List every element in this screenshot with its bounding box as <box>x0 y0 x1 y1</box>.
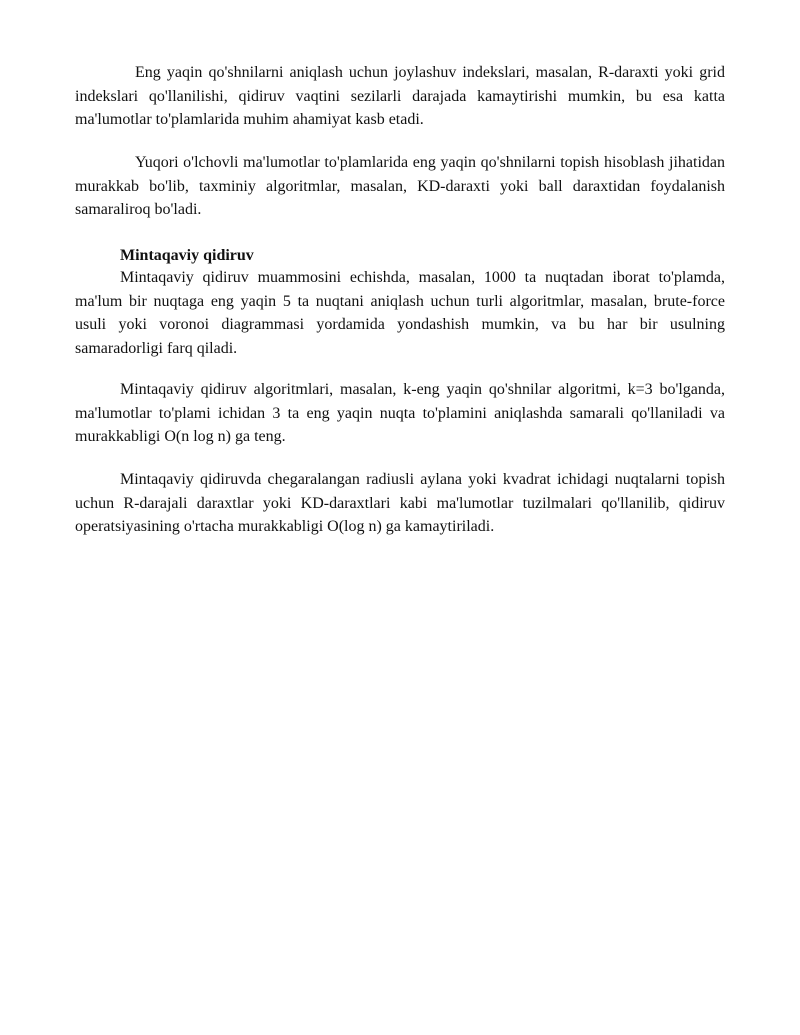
section-heading: Mintaqaviy qidiruv <box>120 247 254 264</box>
paragraph-spatial-index: Eng yaqin qo'shnilarni aniqlash uchun joylashuv indekslari, masalan, R-daraxti yoki grid indekslari qo'llanilishi, qidiruv vaqtini sezilarli darajada kamaytirishi mumkin, bu esa katta ma'lumotlar to'plamlarida muhim ahamiyat kasb etadi. <box>75 64 725 128</box>
paragraph-knn-algorithm: Mintaqaviy qidiruv algoritmlari, masalan, k-eng yaqin qo'shnilar algoritmi, k=3 bo'lganda, ma'lumotlar to'plami ichidan 3 ta eng yaqin nuqta to'plamini aniqlashda samarali qo'llaniladi va murakkabligi O(n log n) ga teng. <box>75 381 725 445</box>
paragraph-high-dimensional: Yuqori o'lchovli ma'lumotlar to'plamlarida eng yaqin qo'shnilarni topish hisoblash jihatidan murakkab bo'lib, taxminiy algoritmlar, masalan, KD-daraxti yoki ball daraxtidan foydalanish samaraliroq bo'ladi. <box>75 154 725 218</box>
paragraph-bounded-radius-search: Mintaqaviy qidiruvda chegaralangan radiusli aylana yoki kvadrat ichidagi nuqtalarni topish uchun R-darajali daraxtlar yoki KD-daraxtlari kabi ma'lumotlar tuzilmalari qo'llanilib, qidiruv operatsiyasining o'rtacha murakkabligi O(log n) ga kamaytiriladi. <box>75 471 725 535</box>
paragraph-regional-search-problem: Mintaqaviy qidiruv muammosini echishda, masalan, 1000 ta nuqtadan iborat to'plamda, ma'lum bir nuqtaga eng yaqin 5 ta nuqtani aniqlash uchun turli algoritmlar, masalan, brute-force usuli yoki voronoi diagrammasi yordamida yondashish mumkin, va bu har bir usulning samaradorligi farq qiladi. <box>75 269 725 357</box>
